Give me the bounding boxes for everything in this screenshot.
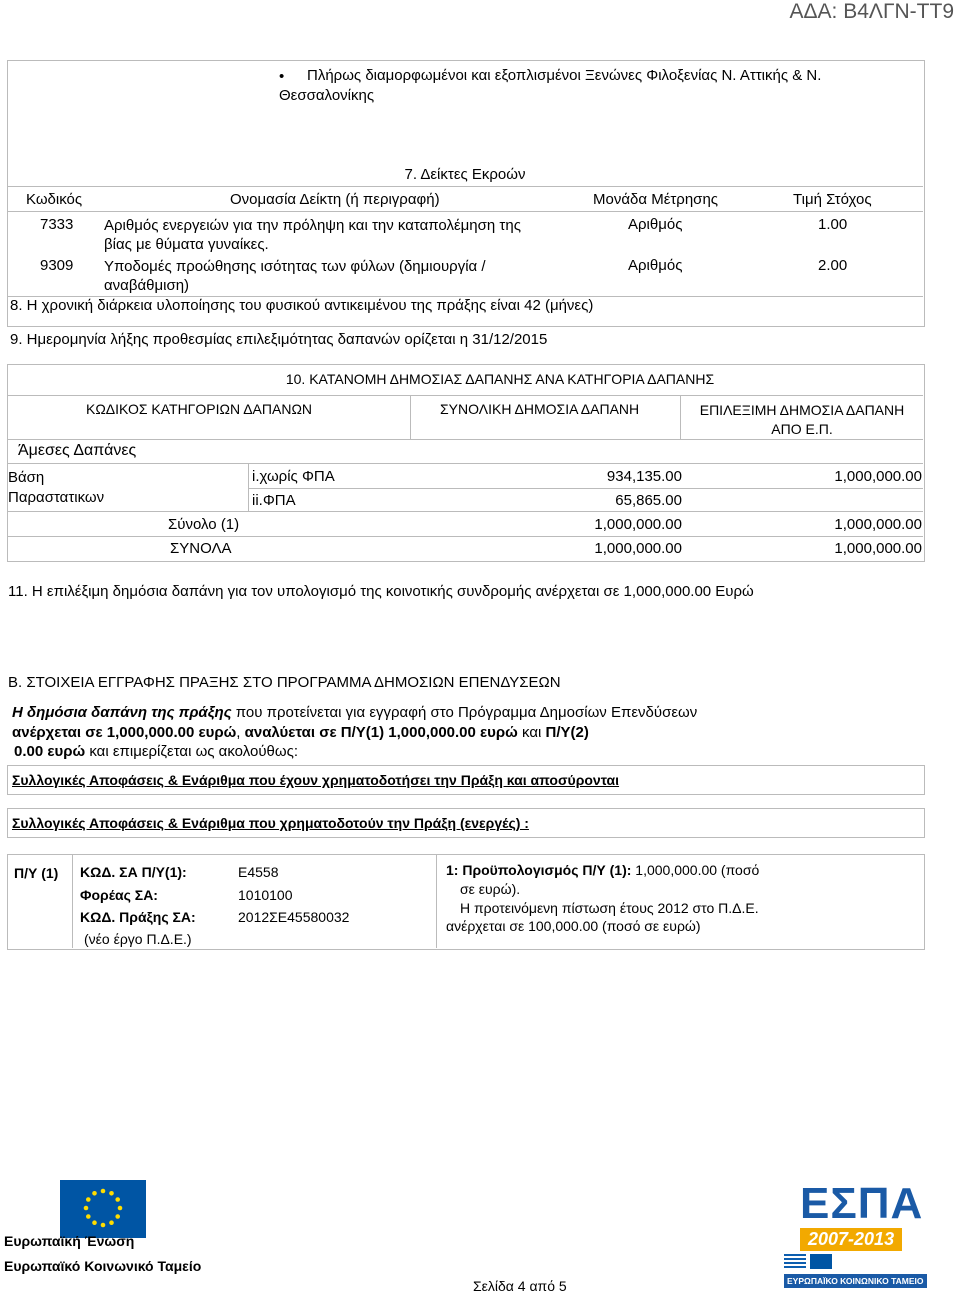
esf-label: Ευρωπαϊκό Κοινωνικό Ταμείο — [4, 1258, 202, 1274]
col-unit: Μονάδα Μέτρησης — [593, 191, 719, 208]
budget-line: 1: Προϋπολογισμός Π/Υ (1): 1,000,000.00 (ποσό — [446, 862, 760, 878]
direct-costs: Άμεσες Δαπάνες — [18, 442, 137, 459]
subtotal-total: 1,000,000.00 — [594, 516, 682, 533]
r2-total: 65,865.00 — [615, 492, 682, 509]
r2-label: ii.ΦΠΑ — [252, 492, 296, 509]
b-para-2: ανέρχεται σε 1,000,000.00 ευρώ, αναλύεται σε Π/Υ(1) 1,000,000.00 ευρώ και Π/Υ(2) — [12, 724, 589, 741]
espa-logo — [780, 1180, 950, 1292]
active-decisions: Συλλογικές Αποφάσεις & Ενάριθμα που χρηματοδοτούν την Πράξη (ενεργές) : — [12, 815, 529, 831]
col-code: Κωδικός — [26, 191, 83, 208]
page-number: Σελίδα 4 από 5 — [473, 1278, 567, 1294]
row-unit: Αριθμός — [628, 216, 683, 233]
kod-praxis-label: ΚΩΔ. Πράξης ΣΑ: — [80, 909, 196, 925]
totals-label: ΣΥΝΟΛΑ — [170, 540, 232, 557]
ada-code: ΑΔΑ: Β4ΛΓΝ-ΤΤ9 — [789, 0, 954, 23]
subtotal-eligible: 1,000,000.00 — [834, 516, 922, 533]
budget-cont: σε ευρώ). — [460, 881, 521, 897]
credit-line-1: Η προτεινόμενη πίστωση έτους 2012 στο Π.Δ.Ε. — [460, 900, 759, 916]
espa-tagline: ΕΥΡΩΠΑΪΚΟ ΚΟΙΝΩΝΙΚΟ ΤΑΜΕΙΟ — [784, 1274, 927, 1288]
section-11: 11. Η επιλέξιμη δημόσια δαπάνη για τον υπολογισμό της κοινοτικής συνδρομής ανέρχεται σε 1,000,000.00 Ευρώ — [8, 583, 754, 600]
b-para-3: 0.00 ευρώ και επιμερίζεται ως ακολούθως: — [14, 743, 298, 760]
h-total: ΣΥΝΟΛΙΚΗ ΔΗΜΟΣΙΑ ΔΑΠΑΝΗ — [440, 401, 640, 417]
greek-flag-icon — [784, 1254, 806, 1269]
row-code: 7333 — [40, 216, 74, 233]
foreas-value: 1010100 — [238, 887, 293, 903]
foreas-label: Φορέας ΣΑ: — [80, 887, 158, 903]
totals-total: 1,000,000.00 — [594, 540, 682, 557]
totals-eligible: 1,000,000.00 — [834, 540, 922, 557]
r1-eligible: 1,000,000.00 — [834, 468, 922, 485]
section-7-title: 7. Δείκτες Εκροών — [404, 166, 526, 183]
row-code: 9309 — [40, 257, 74, 274]
row-name: Αριθμός ενεργειών για την πρόληψη και την καταπολέμηση της βίας με θύματα γυναίκες. — [104, 217, 521, 253]
kod-praxis-value: 2012ΣΕ45580032 — [238, 909, 350, 925]
credit-line-2: ανέρχεται σε 100,000.00 (ποσό σε ευρώ) — [446, 918, 701, 934]
eu-flag-logo — [60, 1180, 146, 1238]
kod-sa-value: Ε4558 — [238, 864, 279, 880]
row-target: 1.00 — [818, 216, 848, 233]
eu-stars-icon — [60, 1180, 146, 1238]
kod-sa-label: ΚΩΔ. ΣΑ Π/Υ(1): — [80, 864, 187, 880]
new-project: (νέο έργο Π.Δ.Ε.) — [84, 931, 192, 947]
espa-years: 2007-2013 — [800, 1228, 902, 1251]
h-eligible: ΕΠΙΛΕΞΙΜΗ ΔΗΜΟΣΙΑ ΔΑΠΑΝΗ ΑΠΟ Ε.Π. — [699, 402, 905, 437]
row-unit: Αριθμός — [628, 257, 683, 274]
bullet-dot: • — [279, 68, 285, 85]
bullet-text: Πλήρως διαμορφωμένοι και εξοπλισμένοι Ξενώνες Φιλοξενίας Ν. Αττικής & Ν. — [307, 67, 822, 84]
subtotal-label: Σύνολο (1) — [168, 516, 240, 533]
py-label: Π/Υ (1) — [14, 865, 59, 881]
eu-label: Ευρωπαϊκή Ένωση — [4, 1233, 135, 1249]
section-9: 9. Ημερομηνία λήξης προθεσμίας επιλεξιμότητας δαπανών ορίζεται η 31/12/2015 — [10, 331, 548, 348]
col-name: Ονομασία Δείκτη (ή περιγραφή) — [230, 191, 440, 208]
col-target: Τιμή Στόχος — [793, 191, 872, 208]
withdrawn-decisions: Συλλογικές Αποφάσεις & Ενάριθμα που έχουν χρηματοδοτήσει την Πράξη και αποσύρονται — [12, 772, 620, 788]
section-b-title: Β. ΣΤΟΙΧΕΙΑ ΕΓΓΡΑΦΗΣ ΠΡΑΞΗΣ ΣΤΟ ΠΡΟΓΡΑΜΜΑ ΔΗΜΟΣΙΩΝ ΕΠΕΝΔΥΣΕΩΝ — [8, 674, 561, 691]
row-name: Υποδομές προώθησης ισότητας των φύλων (δημιουργία / αναβάθμιση) — [104, 258, 486, 294]
section-8: 8. Η χρονική διάρκεια υλοποίησης του φυσικού αντικειμένου της πράξης είναι 42 (μήνες) — [10, 297, 594, 314]
r1-label: i.χωρίς ΦΠΑ — [252, 468, 335, 485]
basis-label: Βάση Παραστατικων — [8, 469, 105, 506]
section-10-title: 10. ΚΑΤΑΝΟΜΗ ΔΗΜΟΣΙΑΣ ΔΑΠΑΝΗΣ ΑΝΑ ΚΑΤΗΓΟΡΙΑ ΔΑΠΑΝΗΣ — [285, 371, 715, 387]
row-target: 2.00 — [818, 257, 848, 274]
espa-title: ΕΣΠΑ — [800, 1179, 924, 1228]
bullet-text-cont: Θεσσαλονίκης — [279, 87, 375, 104]
r1-total: 934,135.00 — [606, 468, 682, 485]
eu-small-flag-icon — [810, 1254, 832, 1269]
b-para-1: Η δημόσια δαπάνη της πράξης που προτείνεται για εγγραφή στο Πρόγραμμα Δημοσίων Επενδύσεων — [12, 704, 698, 721]
h-category: ΚΩΔΙΚΟΣ ΚΑΤΗΓΟΡΙΩΝ ΔΑΠΑΝΩΝ — [86, 401, 313, 417]
